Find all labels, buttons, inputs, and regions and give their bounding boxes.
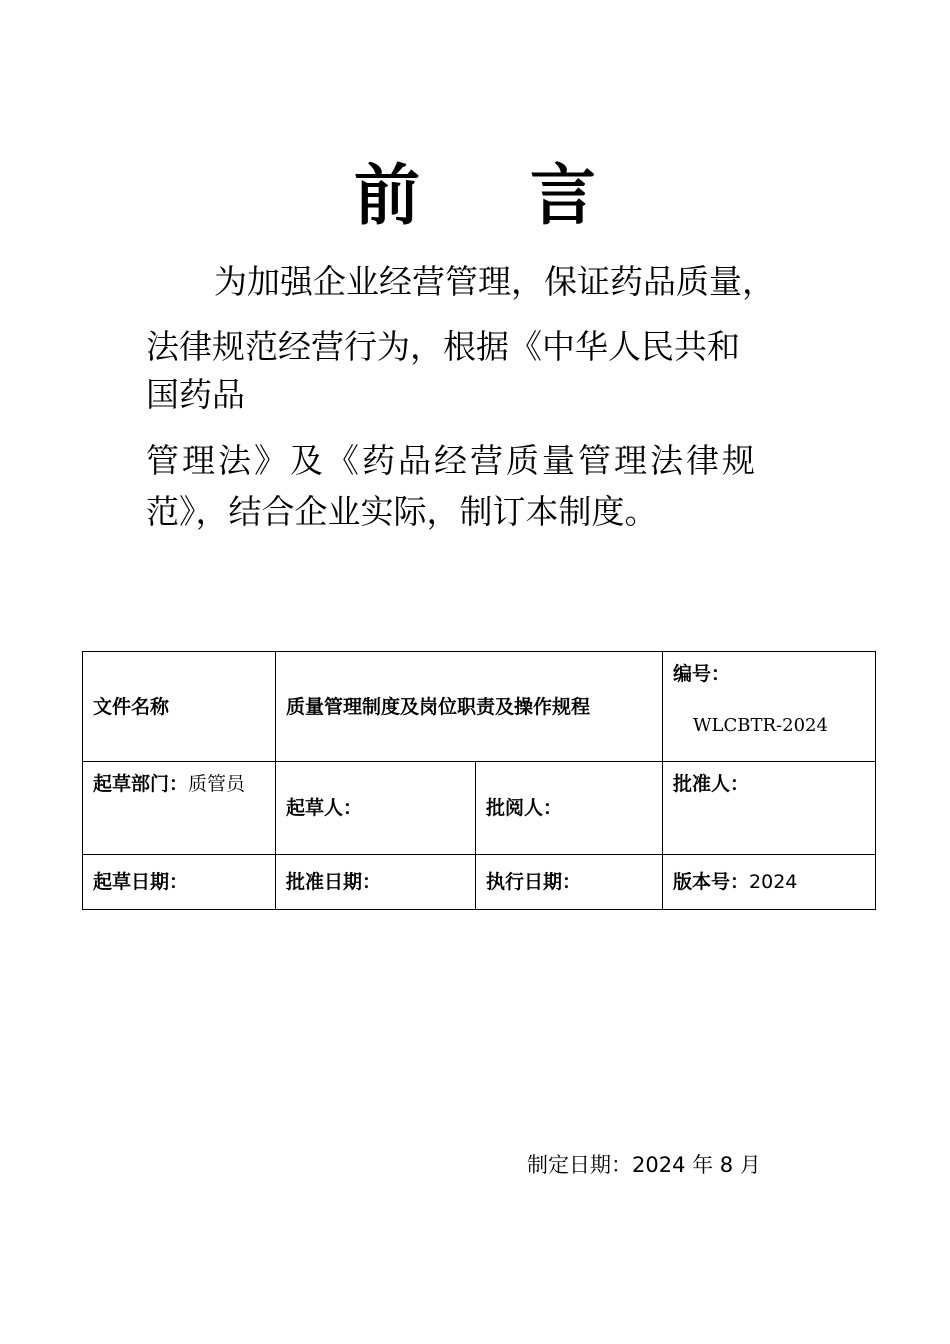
version-label: 版本号：	[673, 871, 750, 893]
draft-dept-label: 起草部门：	[93, 773, 189, 795]
preface-line-1: 为加强企业经营管理，保证药品质量，	[214, 262, 775, 301]
number-label: 编号：	[673, 663, 731, 685]
number-cell	[663, 652, 876, 762]
version-cell	[663, 855, 876, 910]
title-char-2: 言	[530, 156, 596, 234]
drafter-label: 起草人：	[276, 762, 476, 855]
approve-date-label: 批准日期：	[276, 855, 476, 910]
exec-date-label: 执行日期：	[476, 855, 663, 910]
preface-line-3: 国药品	[146, 375, 245, 414]
preface-line-4: 管理法》及《药品经营质量管理法律规	[146, 441, 758, 480]
established-date-label: 制定日期：	[527, 1153, 632, 1177]
doc-name-label: 文件名称	[83, 652, 276, 762]
established-date-value: 2024 年 8 月	[632, 1153, 761, 1177]
doc-name-value: 质量管理制度及岗位职责及操作规程	[276, 652, 663, 762]
version-value: 2024	[749, 871, 798, 893]
draft-dept-value: 质管员	[188, 773, 246, 795]
draft-dept-cell	[83, 762, 276, 855]
reviewer-label: 批阅人：	[476, 762, 663, 855]
draft-date-label: 起草日期：	[83, 855, 276, 910]
established-date	[527, 1149, 761, 1179]
approver-label: 批准人：	[663, 762, 876, 855]
preface-line-2: 法律规范经营行为，根据《中华人民共和	[146, 327, 740, 366]
page-title	[0, 142, 950, 237]
document-info-table	[82, 651, 876, 910]
title-char-1: 前	[354, 156, 420, 234]
preface-line-5: 范》，结合企业实际，制订本制度。	[146, 492, 658, 531]
number-value: WLCBTR-2024	[693, 715, 828, 736]
